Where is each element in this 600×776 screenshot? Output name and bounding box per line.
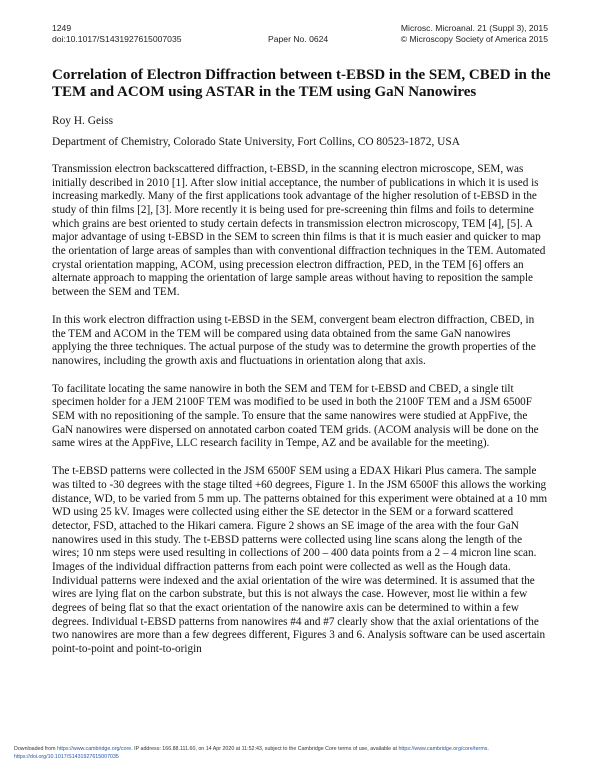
source-link[interactable]: https://www.cambridge.org/core (57, 746, 132, 752)
doi-link[interactable]: https://doi.org/10.1017/S1431927615007035 (14, 753, 119, 760)
header-right (401, 23, 548, 44)
author: Roy H. Geiss (52, 115, 114, 127)
doi: doi:10.1017/S1431927615007035 (52, 33, 182, 44)
paper-number: Paper No. 0624 (268, 34, 329, 44)
terms-link[interactable]: https://www.cambridge.org/core/terms (398, 746, 488, 752)
affiliation: Department of Chemistry, Colorado State University, Fort Collins, CO 80523-1872, USA (52, 136, 460, 148)
paragraph-4: The t-EBSD patterns were collected in the JSM 6500F SEM using a EDAX Hikari Plus camera. The sample was tilted to -30 degrees with the stage tilted +60 degrees, Figure 1. In the JSM 6500F this allows the working distance, WD, to be varied from 5 mm up. The patterns obtained for this experiment were obtained at a 10 mm WD using 25 kV. Images were collected using either the SE detector in the SEM or a forward scattered detector, FSD, attached to the Hikari camera. Figure 2 shows an SE image of the area with the four GaN nanowires used in this study. The t-EBSD patterns were collected using line scans along the length of the wires; 10 nm steps were used resulting in collections of 200 – 400 data points from a 2 – 4 micron line scan. Images of the individual diffraction patterns from each point were collected as well as the Hough data. Individual patterns were indexed and the axial orientation of the wire was determined. It is assumed that the wires are lying flat on the carbon substrate, but this is not always the case. However, most lie within a few degrees of being flat so that the exact orientation of the nanowire axis can be determined to within a few degrees. Individual t-EBSD patterns from nanowires #4 and #7 clearly show that the axial orientations of the two nanowires are more than a few degrees different, Figures 3 and 6. Analysis software can be used ascertain point-to-point and point-to-origin (52, 465, 548, 655)
footer-prefix: Downloaded from (14, 746, 56, 752)
footer-ip-text: . IP address: 166.88.111.60, on 14 Apr 2020 at 11:52:43, subject to the Cambridge Core terms of use, available at (131, 746, 397, 752)
download-footer: Downloaded from https://www.cambridge.org/core. IP address: 166.88.111.60, on 14 Apr 2020 at 11:52:43, subject to the Cambridge Core terms of use, available at https://www.cambridge.org/core/terms. https://doi.org/10.1017/S1431927615007035 (14, 746, 489, 760)
body-text (52, 163, 550, 671)
paper-title: Correlation of Electron Diffraction between t-EBSD in the SEM, CBED in the TEM and ACOM using ASTAR in the TEM using GaN Nanowires (52, 67, 551, 100)
journal-citation: Microsc. Microanal. 21 (Suppl 3), 2015 (400, 23, 548, 33)
header-left (52, 23, 182, 44)
page-number: 1249 (52, 23, 72, 33)
copyright: © Microscopy Society of America 2015 (400, 33, 548, 44)
paragraph-1: Transmission electron backscattered diffraction, t-EBSD, in the scanning electron microscope, SEM, was initially described in 2010 [1]. After slow initial acceptance, the number of publications in which it is used is increasing markedly. Many of the first applications took advantage of the higher resolution of t-EBSD in the study of thin films [2], [3]. More recently it is being used for pre-screening thin films and foils to determine which grains are best oriented to study certain defects in transmission electron microscopy, TEM [4], [5]. A major advantage of using t-EBSD in the SEM to screen thin films is that it is much easier and quicker to map the orientation of large areas of samples than with conventional diffraction techniques in the TEM. Automated crystal orientation mapping, ACOM, using precession electron diffraction, PED, in the TEM [6] offers an alternate approach to mapping the orientation of large sample areas without having to reposition the sample between the SEM and TEM. (52, 163, 546, 298)
paragraph-2: In this work electron diffraction using t-EBSD in the SEM, convergent beam electron diffraction, CBED, in the TEM and ACOM in the TEM will be compared using data obtained from the same GaN nanowires applying the three techniques. The actual purpose of the study was to determine the growth properties of the nanowires, including the growth axis and fluctuations in orientation along that axis. (52, 313, 536, 367)
paragraph-3: To facilitate locating the same nanowire in both the SEM and TEM for t-EBSD and CBED, a single tilt specimen holder for a JEM 2100F TEM was modified to be used in both the 2100F TEM and a JSM 6500F SEM with no repositioning of the sample. To ensure that the same nanowires were studied at AppFive, the GaN nanowires were dispersed on annotated carbon coated TEM grids. (ACOM analysis will be done on the same wires at the AppFive, LLC research facility in Tempe, AZ and be available for the meeting). (52, 382, 539, 450)
